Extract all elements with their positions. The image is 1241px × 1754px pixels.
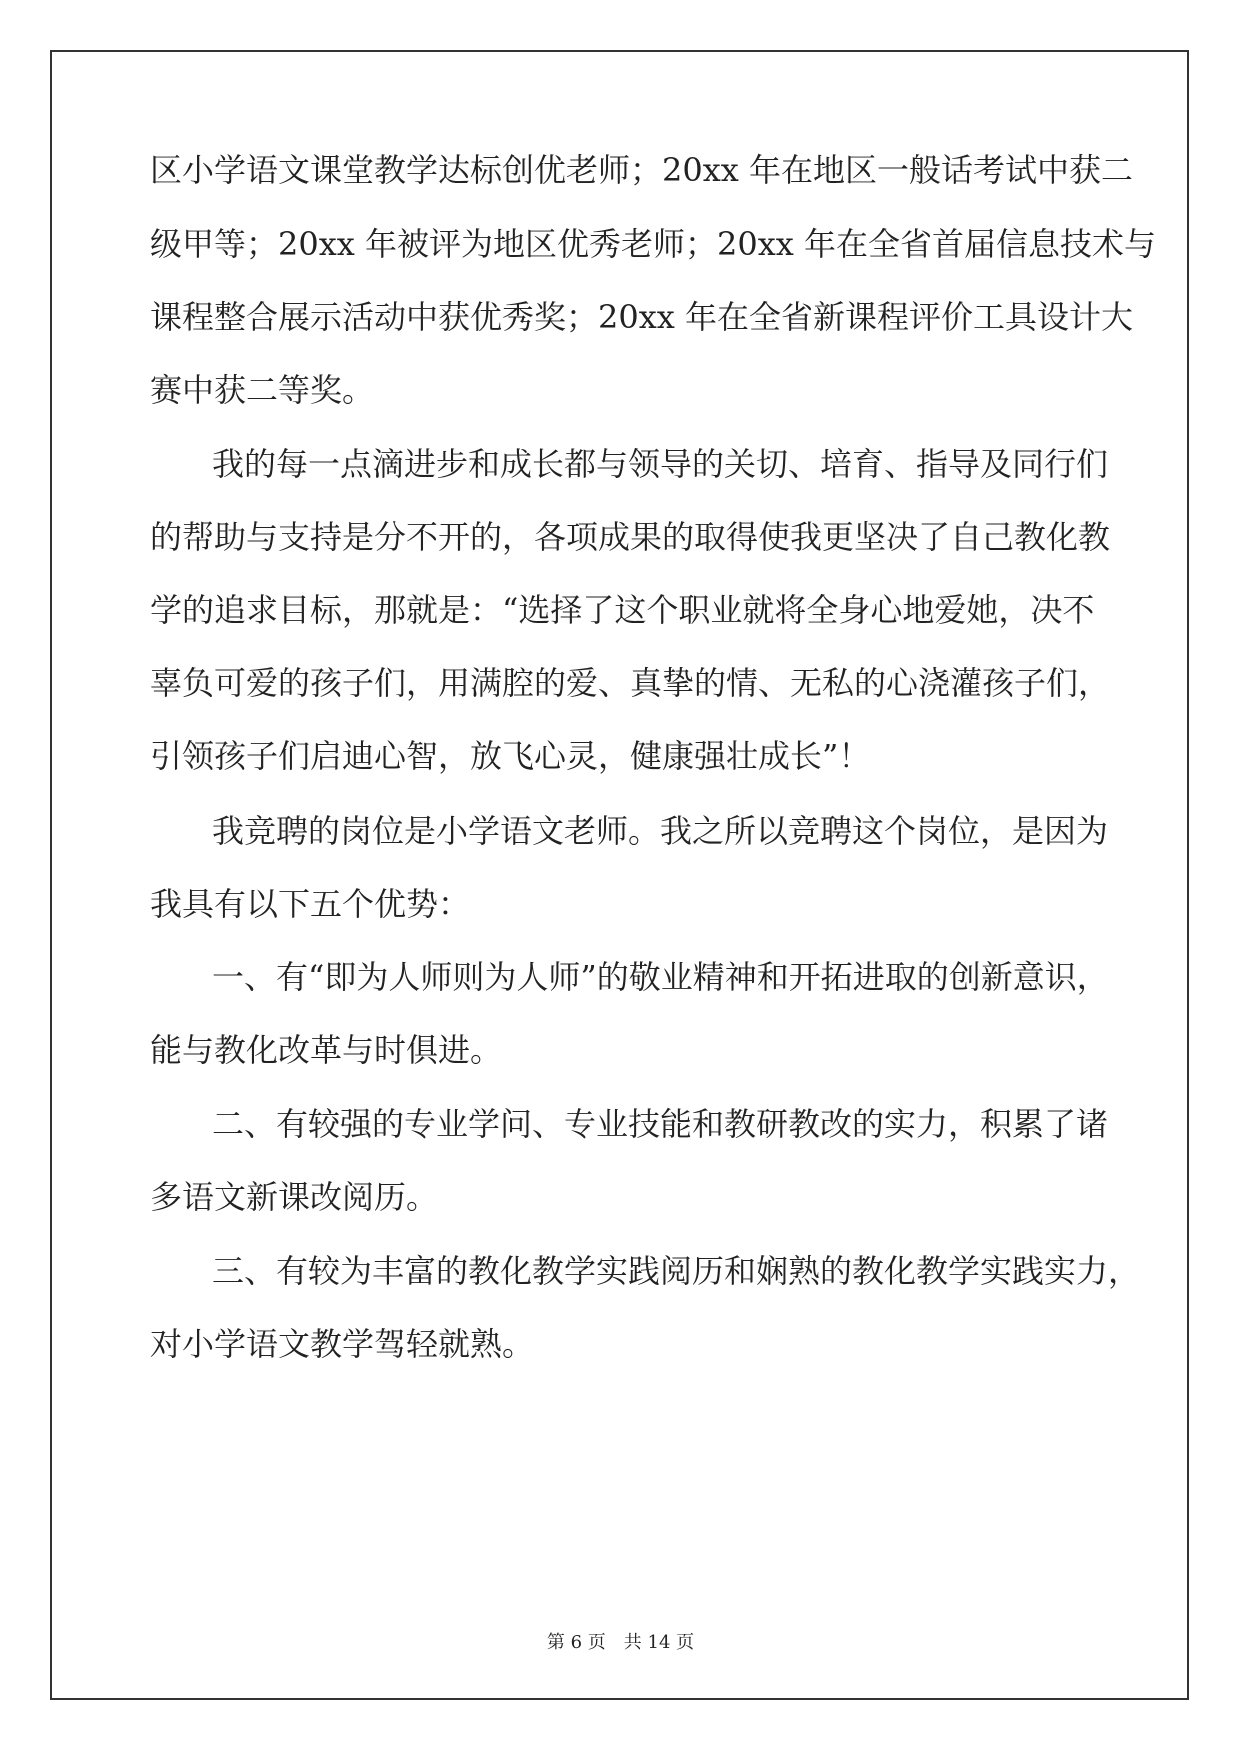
page-number-current: 第 6 页 <box>546 1632 606 1653</box>
paragraph-first-line: 我的每一点滴进步和成长都与领导的关切、培育、指导及同行们 <box>212 445 1109 483</box>
text-line: 能与教化改革与时俱进。 <box>150 1031 503 1069</box>
text-line: 课程整合展示活动中获优秀奖；20xx 年在全省新课程评价工具设计大 <box>150 298 1133 336</box>
text-line: 的帮助与支持是分不开的，各项成果的取得使我更坚决了自己教化教 <box>150 518 1111 556</box>
text-line: 学的追求目标，那就是：“选择了这个职业就将全身心地爱她，决不 <box>150 591 1095 629</box>
page-footer <box>0 1631 1241 1655</box>
paragraph-first-line: 我竞聘的岗位是小学语文老师。我之所以竞聘这个岗位，是因为 <box>212 812 1109 850</box>
text-line: 区小学语文课堂教学达标创优老师；20xx 年在地区一般话考试中获二 <box>150 151 1133 189</box>
paragraph-first-line: 二、有较强的专业学问、专业技能和教研教改的实力，积累了诸 <box>212 1105 1109 1143</box>
page-number-total: 共 14 页 <box>623 1632 695 1653</box>
text-line: 引领孩子们启迪心智，放飞心灵，健康强壮成长”！ <box>150 737 871 775</box>
paragraph-first-line: 一、有“即为人师则为人师”的敬业精神和开拓进取的创新意识， <box>212 958 1109 996</box>
text-line: 我具有以下五个优势： <box>150 885 471 923</box>
text-line: 级甲等；20xx 年被评为地区优秀老师；20xx 年在全省首届信息技术与 <box>150 225 1156 263</box>
text-line: 赛中获二等奖。 <box>150 371 375 409</box>
text-line: 辜负可爱的孩子们，用满腔的爱、真挚的情、无私的心浇灌孩子们， <box>150 664 1111 702</box>
text-line: 对小学语文教学驾轻就熟。 <box>150 1325 535 1363</box>
text-line: 多语文新课改阅历。 <box>150 1178 439 1216</box>
paragraph-first-line: 三、有较为丰富的教化教学实践阅历和娴熟的教化教学实践实力， <box>212 1252 1141 1290</box>
